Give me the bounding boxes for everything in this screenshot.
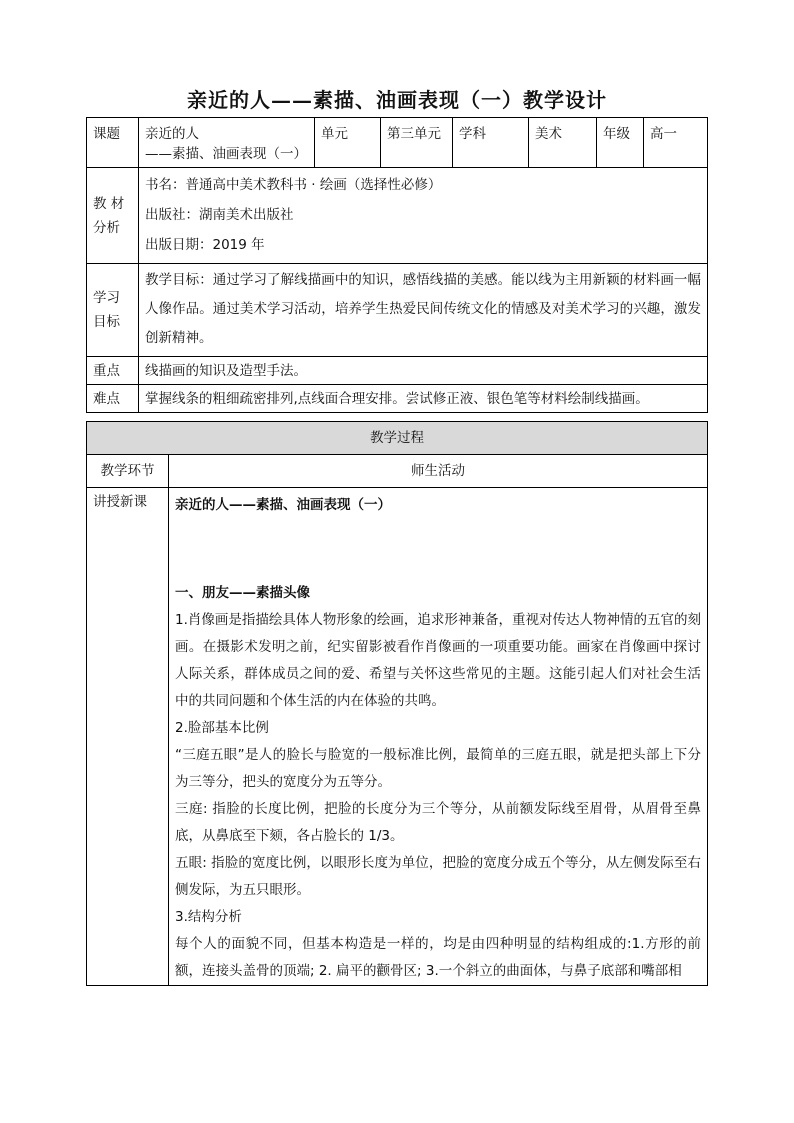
course-value-line2: ——素描、油画表现（一） xyxy=(145,146,307,162)
paragraph-five-eyes: 五眼: 指脸的宽度比例，以眼形长度为单位，把脸的宽度分成五个等分，从左侧发际至右侧发际，为五只眼形。 xyxy=(175,855,701,898)
process-header-row xyxy=(87,422,708,455)
blank-space xyxy=(175,519,701,580)
unit-value: 第三单元 xyxy=(381,118,453,168)
paragraph-three-courts: 三庭: 指脸的长度比例，把脸的长度分为三个等分，从前额发际线至眉骨，从眉骨至鼻底，从鼻底至下颏，各占脸长的 1/3。 xyxy=(175,801,701,844)
key-label: 重点 xyxy=(87,357,139,385)
paragraph-structure: 每个人的面貌不同，但基本构造是一样的，均是由四种明显的结构组成的:1.方形的前额，连接头盖骨的顶端; 2. 扁平的颧骨区; 3.一个斜立的曲面体，与鼻子底部和嘴部相 xyxy=(175,936,701,979)
course-label: 课题 xyxy=(87,118,139,168)
stage-label: 讲授新课 xyxy=(87,488,169,986)
difficult-label: 难点 xyxy=(87,385,139,413)
info-table xyxy=(86,117,708,413)
page-title: 亲近的人——素描、油画表现（一）教学设计 xyxy=(187,88,607,112)
col-activity-header: 师生活动 xyxy=(169,455,708,488)
course-value xyxy=(139,118,315,168)
difficult-text: 掌握线条的粗细疏密排列,点线面合理安排。尝试修正液、银色笔等材料绘制线描画。 xyxy=(139,385,708,413)
lesson-heading: 亲近的人——素描、油画表现（一） xyxy=(175,497,391,513)
goals-text: 教学目标：通过学习了解线描画中的知识，感悟线描的美感。能以线为主用新颖的材料画一幅人像作品。通过美术学习活动，培养学生热爱民间传统文化的情感及对美术学习的兴趣，激发创新精神。 xyxy=(145,272,701,346)
paragraph-structure-heading: 3.结构分析 xyxy=(175,909,242,925)
section-heading-1: 一、朋友——素描头像 xyxy=(175,585,310,601)
col-stage-header: 教学环节 xyxy=(87,455,169,488)
materials-label-line2: 分析 xyxy=(93,219,120,236)
materials-publisher: 出版社：湖南美术出版社 xyxy=(145,207,294,223)
materials-book: 书名：普通高中美术教科书 · 绘画（选择性必修） xyxy=(145,177,442,193)
paragraph-proportion-heading: 2.脸部基本比例 xyxy=(175,720,269,736)
process-header: 教学过程 xyxy=(87,422,708,455)
paragraph-three-five: “三庭五眼”是人的脸长与脸宽的一般标准比例，最简单的三庭五眼，就是把头部上下分为三等分，把头的宽度分为五等分。 xyxy=(175,747,701,790)
info-row-key xyxy=(87,357,708,385)
subject-value: 美术 xyxy=(529,118,597,168)
goals-label xyxy=(87,264,139,357)
info-row-difficult xyxy=(87,385,708,413)
goals-label-line1: 学习 xyxy=(93,290,120,306)
info-row-materials xyxy=(87,168,708,264)
info-row-goals xyxy=(87,264,708,357)
key-text: 线描画的知识及造型手法。 xyxy=(139,357,708,385)
activity-content xyxy=(169,488,708,986)
process-table xyxy=(86,421,708,986)
unit-label: 单元 xyxy=(315,118,381,168)
course-value-line1: 亲近的人 xyxy=(145,126,199,142)
materials-content xyxy=(139,168,708,264)
grade-value: 高一 xyxy=(644,118,708,168)
materials-date: 出版日期：2019 年 xyxy=(145,237,265,253)
info-row-course xyxy=(87,118,708,168)
grade-label: 年级 xyxy=(597,118,644,168)
process-content-row xyxy=(87,488,708,986)
goals-content xyxy=(139,264,708,357)
goals-label-line2: 目标 xyxy=(93,314,120,330)
materials-label-line1: 教 材 xyxy=(93,195,125,212)
materials-label xyxy=(87,168,139,264)
subject-label: 学科 xyxy=(453,118,529,168)
process-columns-row xyxy=(87,455,708,488)
paragraph-portrait: 1.肖像画是指描绘具体人物形象的绘画，追求形神兼备，重视对传达人物神情的五官的刻画。在摄影术发明之前，纪实留影被看作肖像画的一项重要功能。画家在肖像画中探讨人际关系，群体成员之间的爱、希望与关怀这些常见的主题。这能引起人们对社会生活中的共同问题和个体生活的内在体验的共鸣。 xyxy=(175,612,701,709)
